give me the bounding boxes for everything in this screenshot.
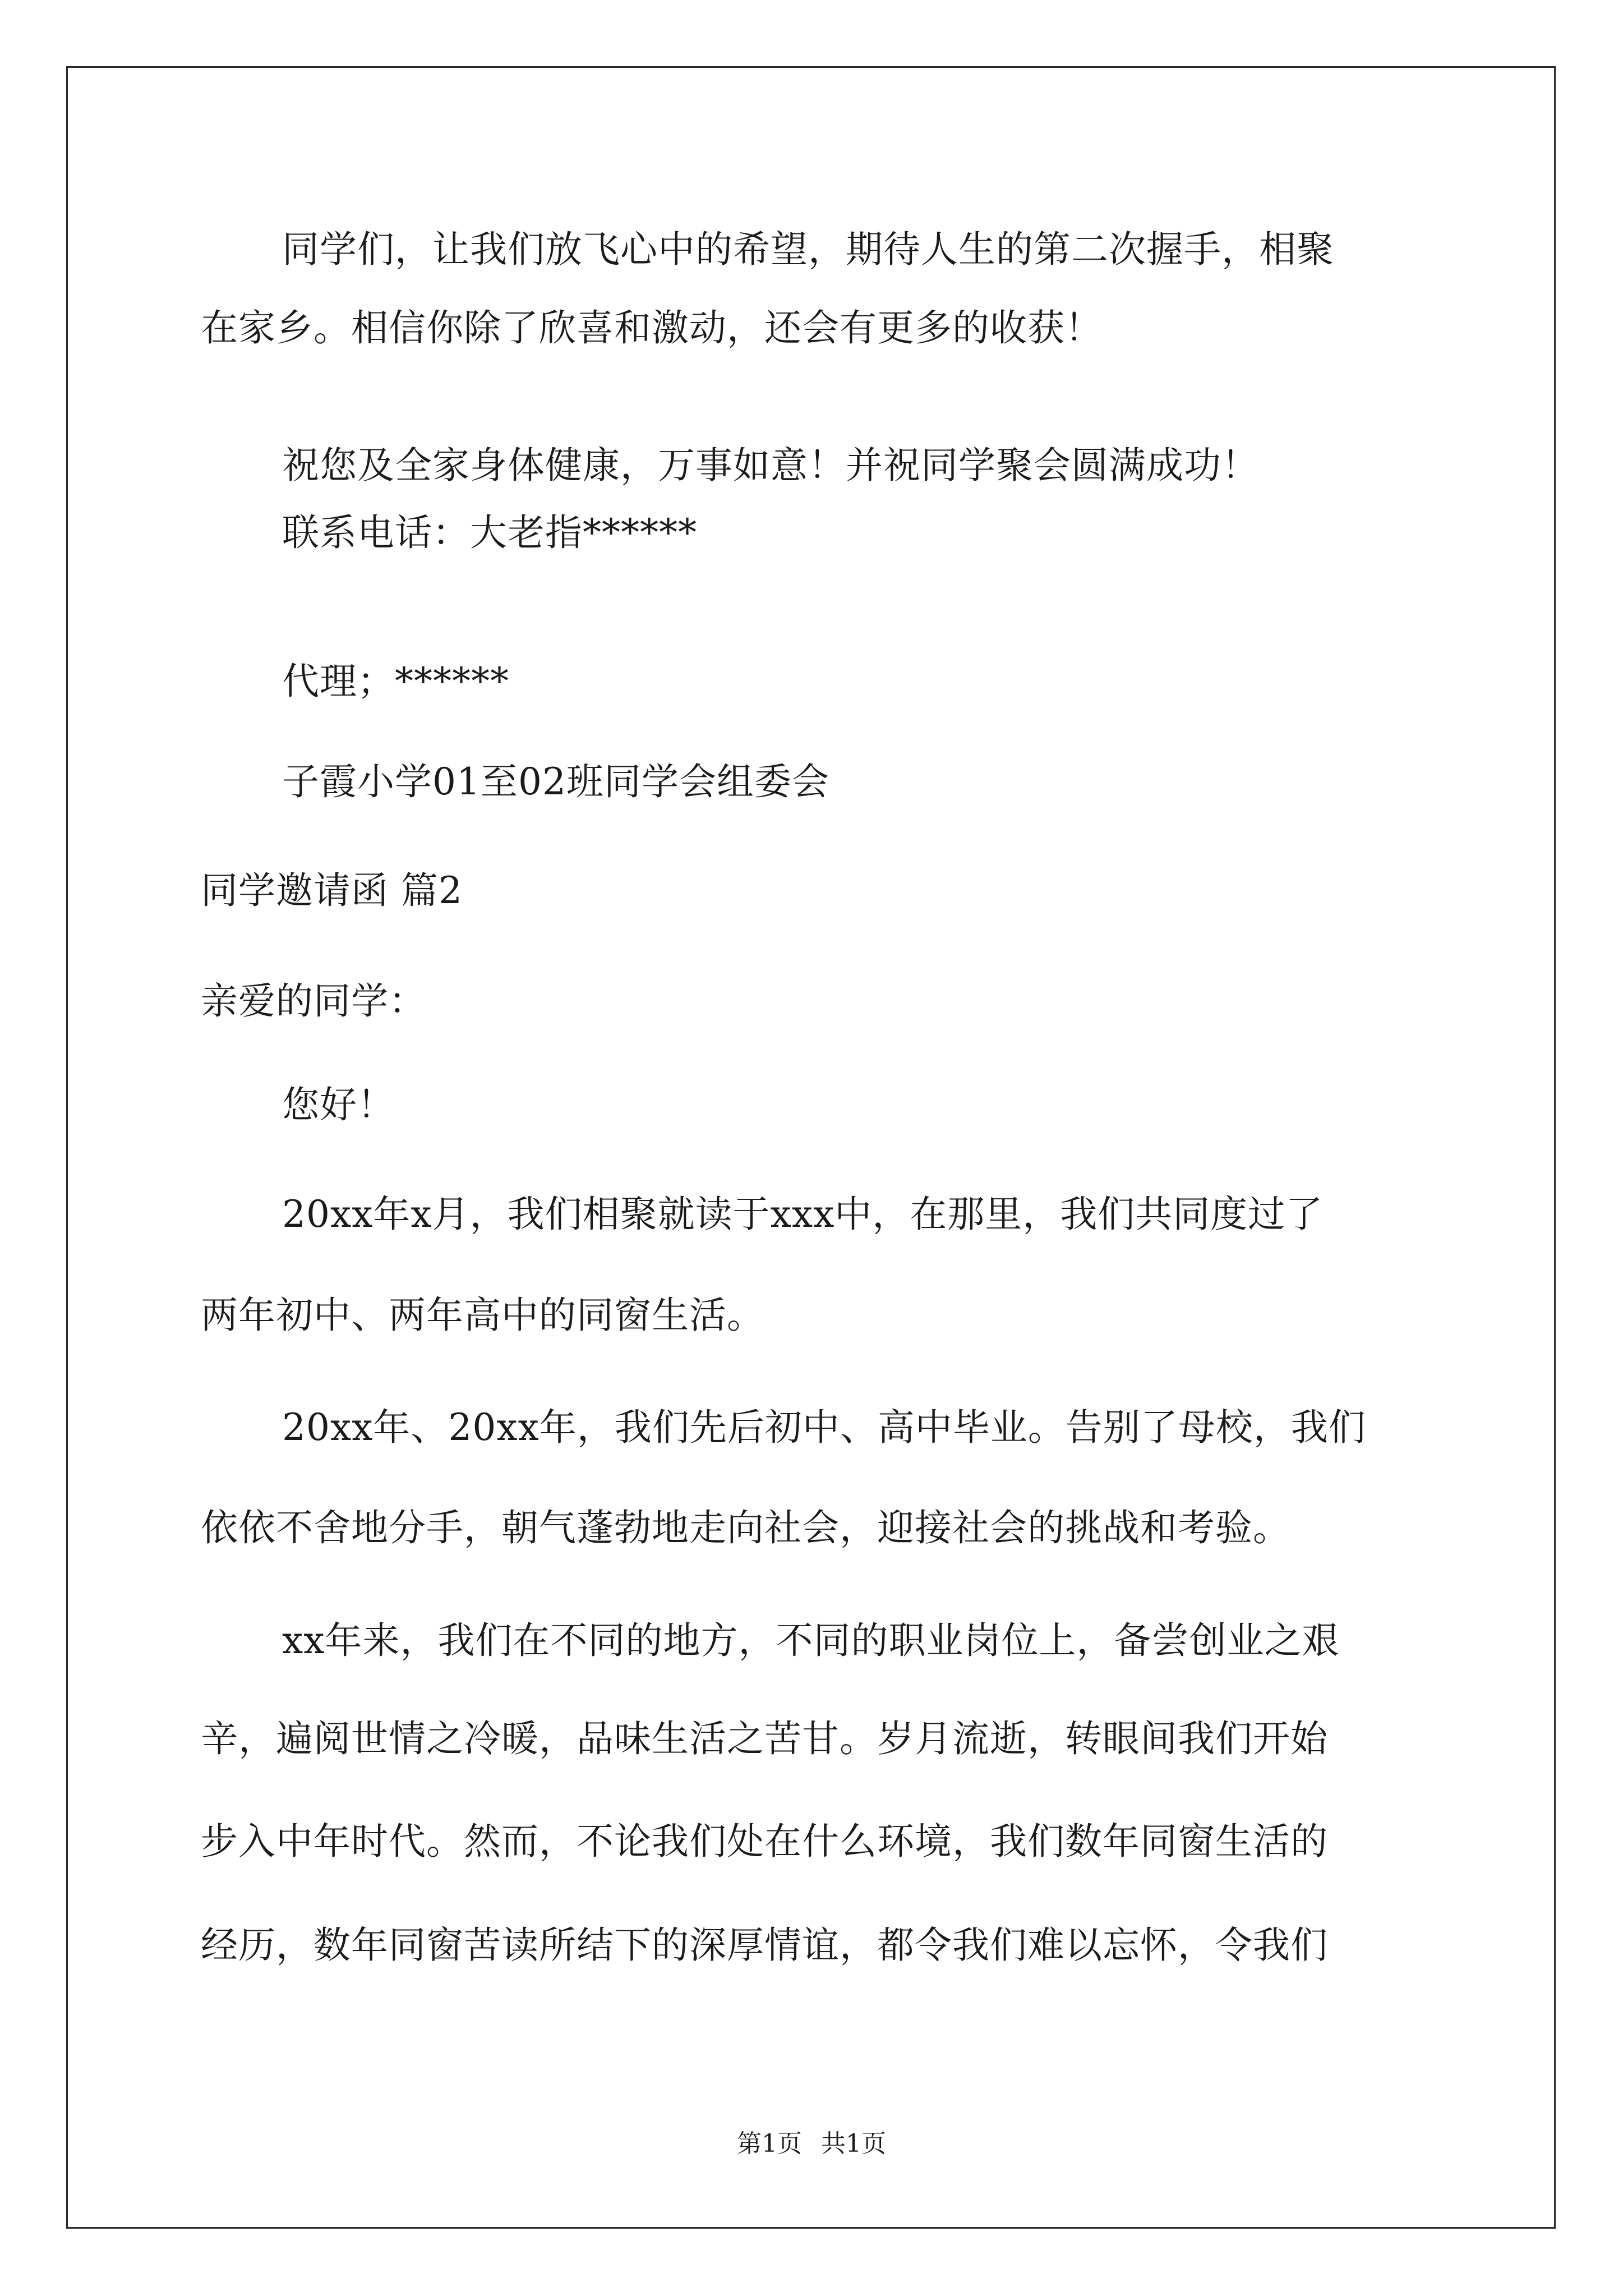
paragraph-line: xx年来，我们在不同的地方，不同的职业岗位上，备尝创业之艰	[282, 1619, 1340, 1662]
salutation: 亲爱的同学：	[201, 979, 426, 1023]
page-border	[66, 66, 1556, 2229]
paragraph-line: 20xx年x月，我们相聚就读于xxx中，在那里，我们共同度过了	[282, 1193, 1324, 1236]
page-footer	[0, 2127, 1623, 2161]
section-heading: 同学邀请函 篇2	[201, 869, 463, 912]
page-total: 共1页	[821, 2129, 886, 2158]
paragraph-line: 同学们，让我们放飞心中的希望，期待人生的第二次握手，相聚	[282, 228, 1334, 271]
paragraph-line: 20xx年、20xx年，我们先后初中、高中毕业。告别了母校，我们	[282, 1406, 1366, 1449]
contact-phone-line: 联系电话：大老指******	[282, 511, 697, 554]
page-number: 第1页	[737, 2129, 802, 2158]
paragraph-line: 两年初中、两年高中的同窗生活。	[201, 1294, 764, 1337]
paragraph-line: 辛，遍阅世情之冷暖，品味生活之苦甘。岁月流逝，转眼间我们开始	[201, 1717, 1328, 1760]
paragraph-line: 依依不舍地分手，朝气蓬勃地走向社会，迎接社会的挑战和考验。	[201, 1506, 1290, 1549]
paragraph-line: 祝您及全家身体健康，万事如意！并祝同学聚会圆满成功！	[282, 444, 1259, 487]
paragraph-line: 在家乡。相信你除了欣喜和激动，还会有更多的收获！	[201, 306, 1103, 349]
paragraph-line: 步入中年时代。然而，不论我们处在什么环境，我们数年同窗生活的	[201, 1820, 1328, 1863]
greeting: 您好！	[282, 1083, 395, 1126]
agent-line: 代理；******	[282, 660, 509, 703]
organizer-line: 子霞小学01至02班同学会组委会	[282, 760, 829, 803]
paragraph-line: 经历，数年同窗苦读所结下的深厚情谊，都令我们难以忘怀，令我们	[201, 1924, 1328, 1967]
